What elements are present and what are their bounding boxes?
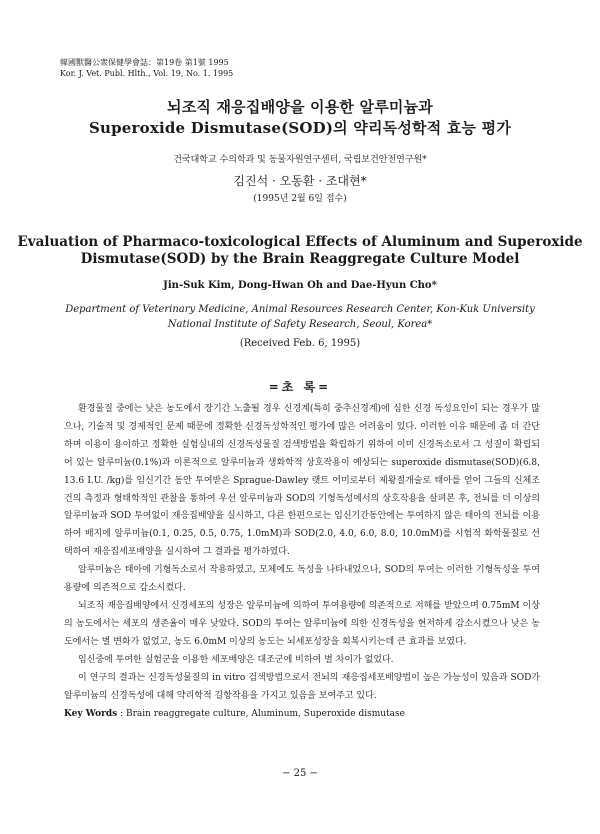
abstract-paragraph: 이 연구의 결과는 신경독성물질의 in vitro 검색방법으로서 전뇌의 재응집세포배양법이 높은 가능성이 있음과 SOD가 알루미늄의 신경독성에 대해 약리학적 길항작용을 가지고 있음을 보여주고 있다. — [64, 672, 540, 701]
english-affiliation-line-2: National Institute of Safety Research, Seoul, Korea* — [167, 319, 433, 330]
abstract-paragraph: 임신중에 투여한 실험군을 이용한 세포배양은 대조군에 비하여 별 차이가 없었다. — [78, 654, 394, 665]
english-received-date: (Received Feb. 6, 1995) — [239, 338, 361, 349]
korean-received-date: (1995년 2월 6일 접수) — [253, 194, 347, 204]
key-words — [64, 708, 540, 720]
english-authors: Jin-Suk Kim, Dong-Hwan Oh and Dae-Hyun Cho* — [163, 280, 437, 291]
abstract-heading: =초 록= — [268, 380, 332, 394]
key-words-text: Brain reaggregate culture, Aluminum, Superoxide dismutase — [125, 709, 405, 719]
korean-title-line-1: 뇌조직 재응집배양을 이용한 알루미늄과 — [167, 98, 433, 116]
english-affiliation-line-1: Department of Veterinary Medicine, Animal Resources Research Center, Kon-Kuk University — [65, 304, 535, 315]
abstract-paragraph: 뇌조직 재응집배양에서 신경세포의 성장은 알루미늄에 의하여 투여용량에 의존적으로 저해를 받았으며 0.75mM 이상의 농도에서는 세포의 생존율이 매우 낮았다. SOD의 투여는 알루미늄에 의한 신경독성을 현저하게 감소시켰으나 낮은 농도에서는 별 변화가 없었고, 농도 6.0mM 이상의 농도는 뇌세포성장을 회복시키는데 큰 효과를 보였다. — [64, 600, 540, 647]
abstract-paragraph: 알루미늄은 태아에 기형독소로서 작용하였고, 모체에도 독성을 나타내었으나, SOD의 투여는 이러한 기형독성을 투여용량에 의존적으로 감소시켰다. — [64, 565, 540, 594]
journal-header-english: Kor. J. Vet. Publ. Hlth., Vol. 19, No. 1. 1995 — [60, 69, 234, 78]
abstract-paragraph: 환경물질 중에는 낮은 농도에서 장기간 노출될 경우 신경계(특히 중추신경계)에 심한 신경 독성요인이 되는 경우가 많으나, 기술적 및 경제적인 문제 때문에 정확한 신경독성학적인 평가에 많은 어려움이 있다. 이러한 이유 때문에 좀 더 간단하며 이용이 용이하고 정확한 실험실내의 신경독성물질 검색방법을 확립하기 위하여 이미 신경독소로서 그 성질이 확립되어 있는 알루미늄(0.1%)과 이론적으로 알루미늄과 생화학적 상호작용이 예상되는 superoxide dismutase(SOD)(6.8, 13.6 I.U. /kg)를 임신기간 동안 투여받은 Sprague-Dawley 랫트 어미로부터 제왕절개술로 태아를 얻어 그들의 신체조건의 측정과 형태학적인 관찰을 통하여 우선 알루미늄과 SOD의 기형독성에서의 상호작용을 살펴본 후, 전뇌를 더 이상의 알루미늄과 SOD 투여없이 재응집배양을 실시하고, 다른 한편으로는 임신기간동안에는 투여하지 않은 태아의 전뇌를 이용하여 배지에 알루미늄(0.1, 0.25, 0.5, 0.75, 1.0mM)과 SOD(2.0, 4.0, 6.0, 8.0, 10.0mM)를 시험적 화학물질로 선택하여 재응집세포배양을 실시하여 그 결과를 평가하였다. — [64, 404, 540, 558]
korean-affiliation: 건국대학교 수의학과 및 동물자원연구센터, 국립보건안전연구원* — [173, 155, 427, 165]
journal-header-korean: 韓國獸醫公衆保健學會誌：第19卷 第1號 1995 — [60, 58, 229, 67]
key-words-label: Key Words — [64, 709, 118, 719]
abstract-body — [64, 401, 540, 705]
korean-title-line-2: Superoxide Dismutase(SOD)의 약리독성학적 효능 평가 — [88, 119, 512, 137]
page-number: − 25 − — [282, 768, 318, 779]
english-title-line-1: Evaluation of Pharmaco-toxicological Effects of Aluminum and Superoxide — [17, 234, 583, 250]
korean-authors: 김진석 · 오동환 · 조대현* — [233, 174, 367, 188]
english-title-line-2: Dismutase(SOD) by the Brain Reaggregate Culture Model — [80, 251, 520, 267]
key-words-separator: : — [117, 709, 126, 719]
